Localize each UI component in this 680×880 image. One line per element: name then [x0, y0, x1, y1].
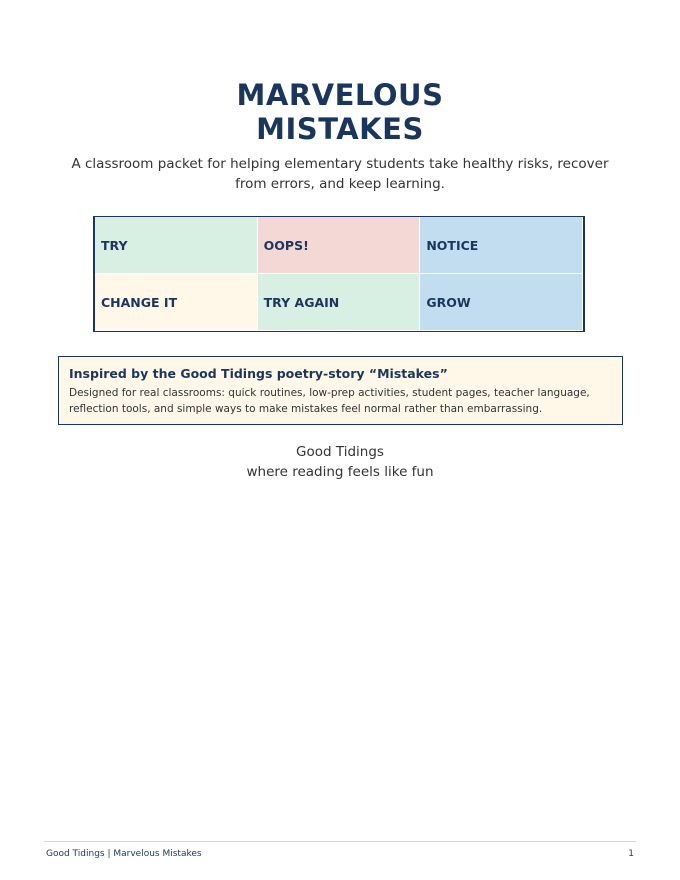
grid-cell-try: TRY [95, 217, 258, 274]
inspiration-callout [58, 356, 623, 425]
steps-grid [93, 216, 585, 332]
title-line-1: MARVELOUS [236, 78, 444, 112]
page-number: 1 [628, 849, 634, 859]
callout-body: Designed for real classrooms: quick routines, low-prep activities, student pages, teacher language, reflection tools, and simple ways to make mistakes feel normal rather than embarrassing. [69, 387, 590, 415]
page-title [0, 78, 680, 146]
grid-cell-change-it: CHANGE IT [95, 274, 258, 331]
brand-tagline: where reading feels like fun [246, 463, 434, 480]
callout-title: Inspired by the Good Tidings poetry-story “Mistakes” [69, 366, 448, 381]
grid-cell-oops: OOPS! [258, 217, 421, 274]
grid-cell-grow: GROW [420, 274, 583, 331]
brand-block [0, 443, 680, 482]
grid-cell-try-again: TRY AGAIN [258, 274, 421, 331]
footer-text: Good Tidings | Marvelous Mistakes [46, 849, 202, 859]
grid-cell-notice: NOTICE [420, 217, 583, 274]
subtitle: A classroom packet for helping elementary students take healthy risks, recover from errors, and keep learning. [71, 156, 609, 192]
title-line-2: MISTAKES [256, 112, 424, 146]
footer-divider [44, 841, 636, 842]
brand-name: Good Tidings [296, 444, 384, 460]
